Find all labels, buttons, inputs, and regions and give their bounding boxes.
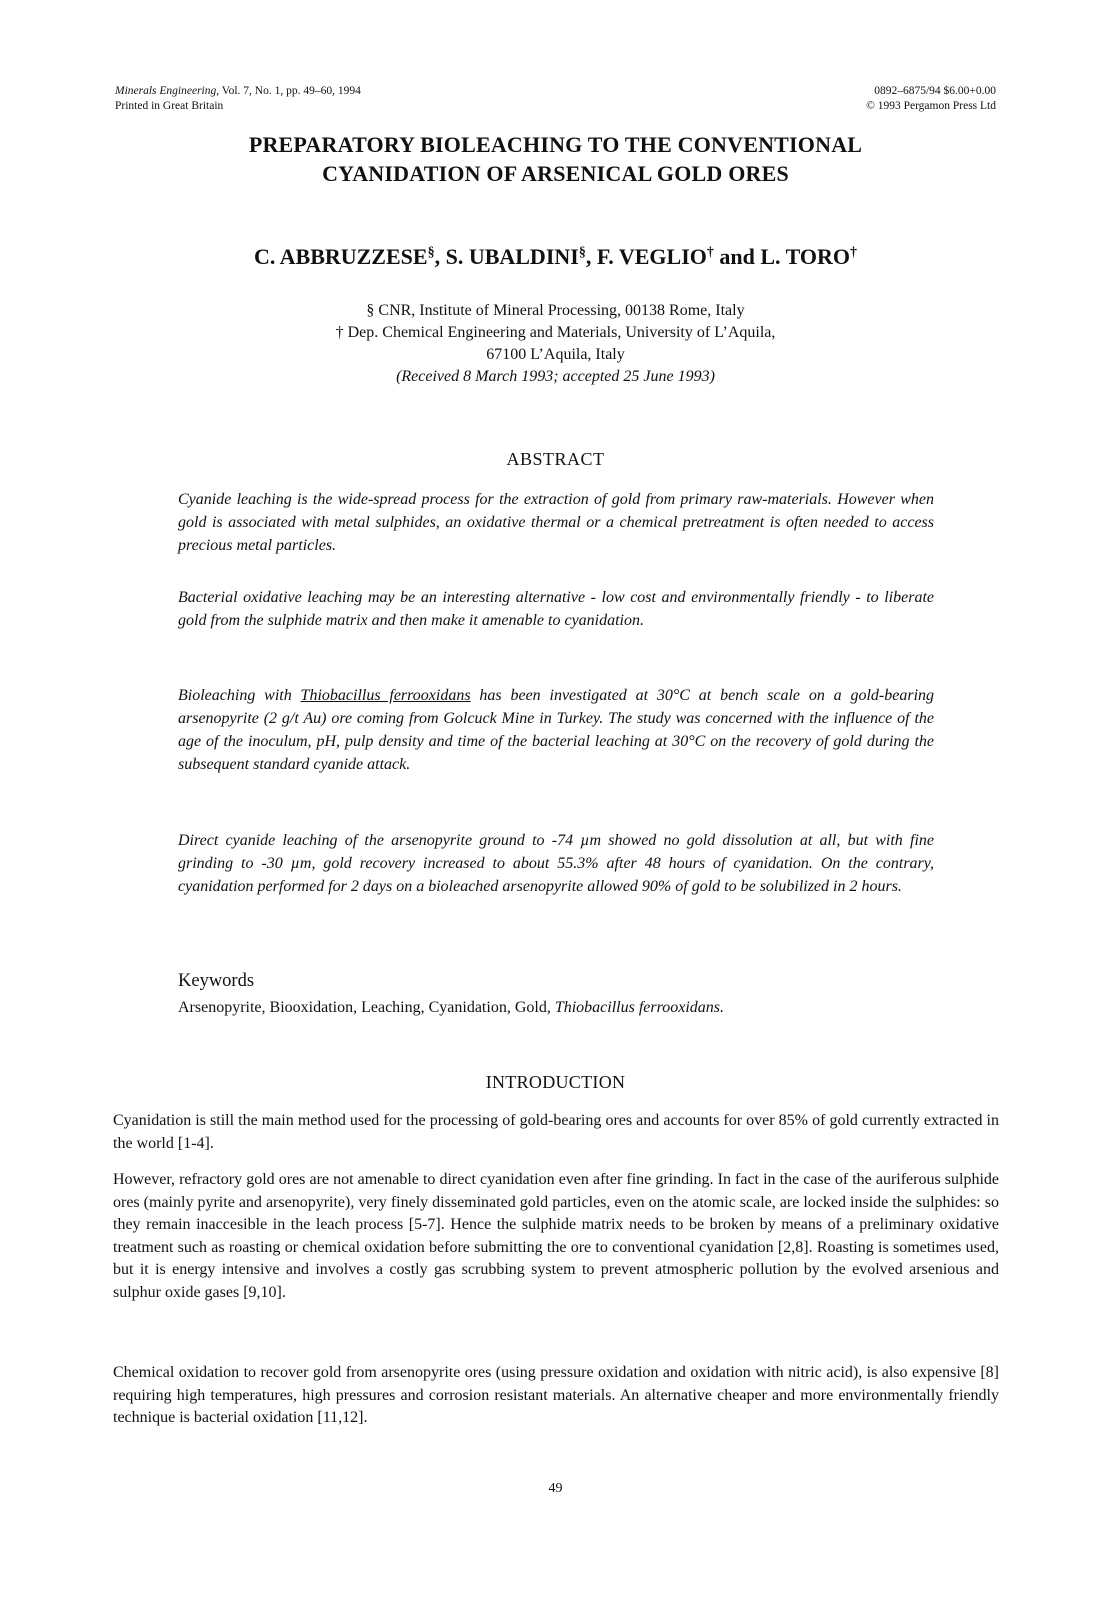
author-4-mark: †	[850, 245, 858, 260]
keywords-terms: Arsenopyrite, Biooxidation, Leaching, Cyanidation, Gold,	[178, 999, 555, 1016]
author-3-mark: †	[706, 245, 714, 260]
affiliations	[110, 300, 1001, 388]
abstract-paragraph-1: Cyanide leaching is the wide-spread process for the extraction of gold from primary raw-materials. However when gold is associated with metal sulphides, an oxidative thermal or a chemical pretreatment is often needed to access precious metal particles.	[178, 491, 934, 554]
abstract-paragraph-2: Bacterial oxidative leaching may be an interesting alternative - low cost and environmentally friendly - to liberate gold from the sulphide matrix and then make it amenable to cyanidation.	[178, 589, 934, 629]
introduction-heading: INTRODUCTION	[485, 1072, 626, 1092]
intro-paragraph-1: Cyanidation is still the main method used for the processing of gold-bearing ores and accounts for over 85% of gold currently extracted in the world [1-4].	[113, 1112, 999, 1152]
keywords-heading: Keywords	[178, 971, 255, 991]
keywords-list	[178, 997, 724, 1019]
author-separator: ,	[585, 244, 597, 269]
author-2: S. UBALDINI	[445, 244, 579, 269]
author-2-mark: §	[578, 245, 586, 260]
keywords-species: Thiobacillus ferrooxidans.	[554, 999, 725, 1016]
author-conjunction: and	[713, 244, 761, 269]
publisher-header	[866, 84, 996, 114]
abstract-text: has been investigated at 30°C at bench scale on a gold-bearing arsenopyrite (2 g/t Au) ore coming from Golcuck Mine in Turkey. The study was concerned with the influence of the age of the inoculum, pH, pulp density and time of the bacterial leaching at 30°C on the recovery of gold during the subsequent standard cyanide attack.	[178, 687, 935, 773]
title-line-2: CYANIDATION OF ARSENICAL GOLD ORES	[322, 161, 789, 186]
intro-paragraph-2: However, refractory gold ores are not amenable to direct cyanidation even after fine grinding. In fact in the case of the auriferous sulphide ores (mainly pyrite and arsenopyrite), very finely disseminated gold particles, even on the atomic scale, are locked inside the sulphides: so they remain inaccesible in the leach process [5-7]. Hence the sulphide matrix needs to be broken by means of a preliminary oxidative treatment such as roasting or chemical oxidation before submitting the ore to conventional cyanidation [2,8]. Roasting is sometimes used, but it is energy intensive and involves a costly gas scrubbing system to prevent atmospheric pollution by the evolved arsenious and sulphur oxide gases [9,10].	[113, 1171, 999, 1301]
abstract-paragraph-4: Direct cyanide leaching of the arsenopyrite ground to -74 µm showed no gold dissolution at all, but with fine grinding to -30 µm, gold recovery increased to about 55.3% after 48 hours of cyanidation. On the contrary, cyanidation performed for 2 days on a bioleached arsenopyrite allowed 90% of gold to be solubilized in 2 hours.	[178, 832, 934, 895]
author-4: L. TORO	[760, 244, 851, 269]
affiliation-2-address: 67100 L’Aquila, Italy	[486, 346, 625, 363]
abstract-text: Bioleaching with	[178, 687, 301, 704]
author-3: F. VEGLIO	[596, 244, 707, 269]
journal-citation	[115, 84, 361, 99]
journal-volume: , Vol. 7, No. 1, pp. 49–60, 1994	[216, 85, 361, 97]
abstract-heading: ABSTRACT	[506, 449, 605, 469]
received-dates: (Received 8 March 1993; accepted 25 June 1993)	[396, 368, 715, 385]
author-list	[110, 243, 1001, 271]
affiliation-1: § CNR, Institute of Mineral Processing, 00138 Rome, Italy	[366, 302, 745, 319]
species-name: Thiobacillus ferrooxidans	[300, 687, 471, 704]
paper-title	[110, 130, 1001, 188]
copyright-note: © 1993 Pergamon Press Ltd	[866, 100, 996, 112]
journal-header	[115, 84, 361, 114]
issn-price: 0892–6875/94 $6.00+0.00	[874, 85, 996, 97]
title-line-1: PREPARATORY BIOLEACHING TO THE CONVENTIONAL	[248, 132, 863, 157]
journal-name: Minerals Engineering	[115, 85, 217, 97]
author-separator: ,	[434, 244, 446, 269]
author-1-mark: §	[427, 245, 435, 260]
abstract-paragraph-3	[178, 684, 934, 776]
printed-note: Printed in Great Britain	[115, 100, 224, 112]
author-1: C. ABBRUZZESE	[253, 244, 428, 269]
intro-paragraph-3: Chemical oxidation to recover gold from arsenopyrite ores (using pressure oxidation and oxidation with nitric acid), is also expensive [8] requiring high temperatures, high pressures and corrosion resistant materials. An alternative cheaper and more environmentally friendly technique is bacterial oxidation [11,12].	[113, 1364, 999, 1426]
affiliation-2: † Dep. Chemical Engineering and Materials, University of L’Aquila,	[335, 324, 776, 341]
page-number: 49	[548, 1481, 563, 1496]
